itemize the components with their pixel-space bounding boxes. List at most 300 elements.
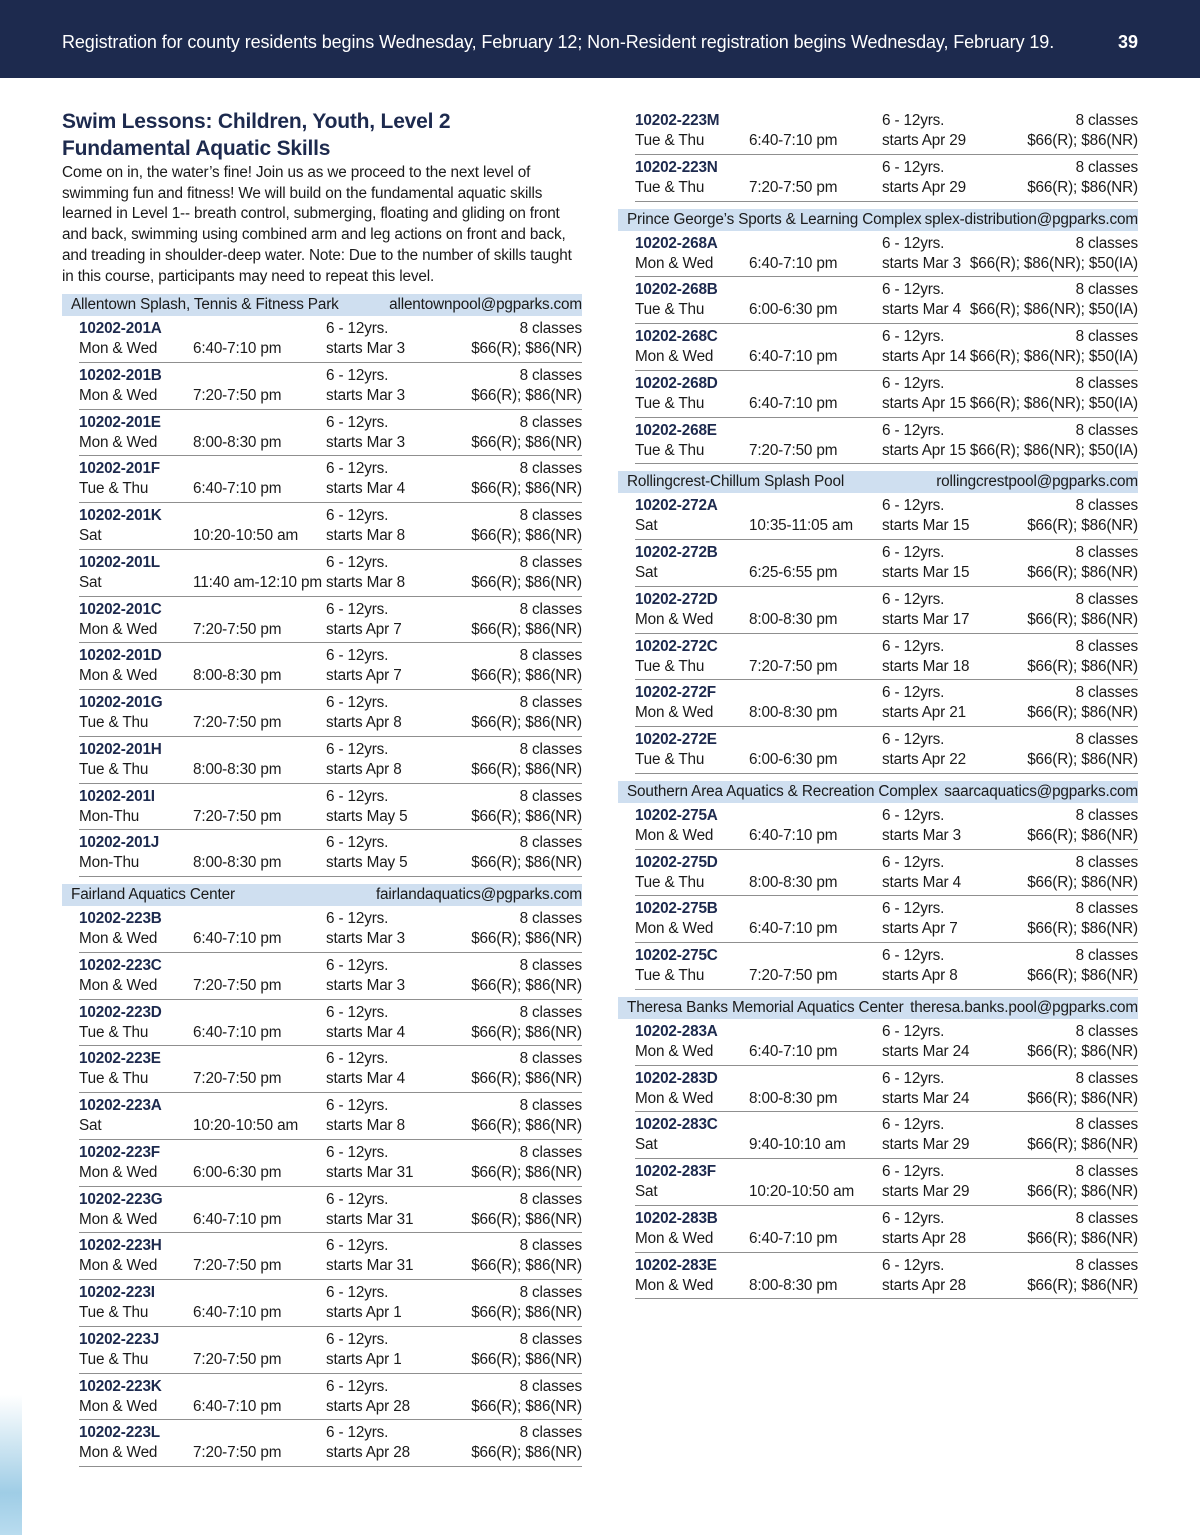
class-age-range: 6 - 12yrs. bbox=[882, 947, 945, 964]
class-time: 6:40-7:10 pm bbox=[749, 1042, 838, 1060]
class-age-range: 6 - 12yrs. bbox=[326, 787, 389, 805]
class-fee: $66(R); $86(NR) bbox=[1027, 517, 1138, 535]
class-row-10202-223j bbox=[79, 1327, 582, 1374]
venue-name: Southern Area Aquatics & Recreation Complex bbox=[627, 782, 938, 800]
class-row-10202-268b bbox=[635, 277, 1138, 324]
class-row-10202-201c bbox=[79, 597, 582, 644]
venue-name: Theresa Banks Memorial Aquatics Center bbox=[627, 998, 904, 1016]
class-time: 10:20-10:50 am bbox=[193, 1117, 299, 1135]
class-session-count: 8 classes bbox=[519, 1050, 582, 1068]
class-fee: $66(R); $86(NR) bbox=[471, 527, 582, 545]
class-start-date: starts May 5 bbox=[326, 854, 408, 872]
class-time: 7:20-7:50 pm bbox=[749, 178, 838, 196]
class-age-range: 6 - 12yrs. bbox=[326, 1424, 389, 1442]
class-code: 10202-272A bbox=[635, 497, 718, 515]
class-code: 10202-201H bbox=[79, 740, 162, 758]
class-age-range: 6 - 12yrs. bbox=[326, 1050, 389, 1068]
class-days: Tue & Thu bbox=[635, 873, 705, 891]
class-row-10202-223i bbox=[79, 1280, 582, 1327]
class-age-range: 6 - 12yrs. bbox=[882, 234, 945, 252]
class-code: 10202-223B bbox=[79, 910, 162, 928]
class-fee: $66(R); $86(NR) bbox=[471, 386, 582, 404]
class-session-count: 8 classes bbox=[1075, 1069, 1138, 1087]
class-session-count: 8 classes bbox=[519, 1284, 582, 1302]
class-age-range: 6 - 12yrs. bbox=[882, 112, 945, 129]
class-time: 6:40-7:10 pm bbox=[193, 340, 282, 358]
class-row-10202-223c bbox=[79, 953, 582, 1000]
class-time: 6:25-6:55 pm bbox=[749, 564, 838, 581]
class-days: Sat bbox=[79, 573, 102, 591]
class-session-count: 8 classes bbox=[519, 1190, 582, 1208]
section-description: Come on in, the water’s fine! Join us as we proceed to the next level of swimming fun and fitness! We will build on the fundamental aquatic skills learned in Level 1-- breath control, submerging, floating and gliding on front and back, swimming using combined arm and leg actions on front and back, and treading in shoulder-deep water. Note: Due to the number of skills taught in this course, participants may need to repeat this level. bbox=[62, 164, 572, 285]
section-title bbox=[62, 108, 582, 162]
class-age-range: 6 - 12yrs. bbox=[326, 910, 389, 928]
venue-email-link[interactable]: rollingcrestpool@pgparks.com bbox=[936, 473, 1138, 491]
class-start-date: starts Mar 4 bbox=[882, 301, 961, 319]
class-session-count: 8 classes bbox=[519, 834, 582, 852]
class-fee: $66(R); $86(NR) bbox=[471, 1444, 582, 1462]
class-time: 6:40-7:10 pm bbox=[749, 1229, 838, 1247]
class-start-date: starts Mar 3 bbox=[326, 340, 405, 358]
class-age-range: 6 - 12yrs. bbox=[326, 694, 389, 712]
class-start-date: starts Mar 8 bbox=[326, 527, 405, 545]
class-row-10202-201g bbox=[79, 690, 582, 737]
class-age-range: 6 - 12yrs. bbox=[882, 158, 945, 176]
class-code: 10202-201J bbox=[79, 834, 160, 852]
class-age-range: 6 - 12yrs. bbox=[326, 1097, 389, 1115]
class-code: 10202-223J bbox=[79, 1330, 160, 1348]
class-row-10202-275d bbox=[635, 850, 1138, 897]
class-row-10202-201f bbox=[79, 456, 582, 503]
class-start-date: starts Apr 28 bbox=[326, 1397, 410, 1415]
class-row-10202-201l bbox=[79, 550, 582, 597]
class-fee: $66(R); $86(NR) bbox=[1027, 564, 1138, 581]
class-days: Mon-Thu bbox=[79, 854, 140, 872]
class-start-date: starts Mar 4 bbox=[326, 1023, 405, 1041]
class-days: Mon & Wed bbox=[635, 254, 714, 272]
class-session-count: 8 classes bbox=[519, 1377, 582, 1395]
class-start-date: starts May 5 bbox=[326, 807, 408, 825]
class-start-date: starts Apr 1 bbox=[326, 1350, 402, 1368]
class-fee: $66(R); $86(NR) bbox=[471, 1350, 582, 1368]
class-start-date: starts Mar 31 bbox=[326, 1163, 414, 1181]
class-start-date: starts Mar 31 bbox=[326, 1210, 414, 1228]
class-days: Sat bbox=[635, 1136, 658, 1154]
class-fee: $66(R); $86(NR) bbox=[1027, 1276, 1138, 1294]
class-row-10202-223h bbox=[79, 1233, 582, 1280]
class-age-range: 6 - 12yrs. bbox=[326, 1003, 389, 1021]
class-fee: $66(R); $86(NR) bbox=[471, 1117, 582, 1135]
class-start-date: starts Apr 7 bbox=[326, 620, 402, 638]
class-code: 10202-223K bbox=[79, 1377, 162, 1395]
class-days: Mon & Wed bbox=[79, 340, 158, 358]
class-fee: $66(R); $86(NR) bbox=[1027, 751, 1138, 768]
class-row-10202-272a bbox=[635, 493, 1138, 540]
class-age-range: 6 - 12yrs. bbox=[326, 553, 389, 571]
class-age-range: 6 - 12yrs. bbox=[882, 731, 945, 748]
class-time: 8:00-8:30 pm bbox=[193, 433, 282, 451]
registration-banner bbox=[0, 0, 1200, 78]
class-start-date: starts Apr 28 bbox=[882, 1229, 966, 1247]
class-start-date: starts Mar 3 bbox=[882, 254, 961, 272]
class-fee: $66(R); $86(NR) bbox=[471, 1304, 582, 1322]
class-days: Mon & Wed bbox=[79, 620, 158, 638]
class-days: Tue & Thu bbox=[635, 657, 705, 675]
class-time: 7:20-7:50 pm bbox=[193, 620, 282, 638]
class-start-date: starts Apr 22 bbox=[882, 751, 966, 768]
class-row-10202-201i bbox=[79, 784, 582, 831]
class-days: Mon & Wed bbox=[79, 1257, 158, 1275]
class-time: 8:00-8:30 pm bbox=[749, 873, 838, 891]
venue-email-link[interactable]: saarcaquatics@pgparks.com bbox=[944, 782, 1138, 800]
class-session-count: 8 classes bbox=[1075, 374, 1138, 392]
class-age-range: 6 - 12yrs. bbox=[326, 507, 389, 525]
class-start-date: starts Mar 3 bbox=[326, 930, 405, 948]
class-time: 7:20-7:50 pm bbox=[193, 1257, 282, 1275]
class-age-range: 6 - 12yrs. bbox=[326, 647, 389, 665]
class-row-10202-283a bbox=[635, 1019, 1138, 1066]
class-fee: $66(R); $86(NR) bbox=[471, 807, 582, 825]
class-code: 10202-201G bbox=[79, 694, 163, 712]
class-time: 7:20-7:50 pm bbox=[749, 967, 838, 984]
class-row-10202-272e bbox=[635, 727, 1138, 774]
class-row-10202-223k bbox=[79, 1374, 582, 1421]
class-fee: $66(R); $86(NR) bbox=[471, 760, 582, 778]
class-time: 6:40-7:10 pm bbox=[193, 1210, 282, 1228]
class-time: 6:40-7:10 pm bbox=[193, 1304, 282, 1322]
class-session-count: 8 classes bbox=[519, 553, 582, 571]
class-start-date: starts Apr 29 bbox=[882, 132, 966, 149]
class-start-date: starts Mar 29 bbox=[882, 1136, 970, 1154]
class-code: 10202-275B bbox=[635, 900, 718, 918]
class-time: 11:40 am-12:10 pm bbox=[193, 573, 322, 591]
class-age-range: 6 - 12yrs. bbox=[882, 900, 945, 918]
class-age-range: 6 - 12yrs. bbox=[882, 497, 945, 515]
class-fee: $66(R); $86(NR) bbox=[1027, 920, 1138, 938]
class-age-range: 6 - 12yrs. bbox=[326, 366, 389, 384]
class-age-range: 6 - 12yrs. bbox=[882, 281, 945, 299]
class-days: Mon & Wed bbox=[79, 1444, 158, 1462]
class-fee: $66(R); $86(NR) bbox=[1027, 1042, 1138, 1060]
class-age-range: 6 - 12yrs. bbox=[882, 328, 945, 345]
class-session-count: 8 classes bbox=[1075, 900, 1138, 918]
class-days: Mon & Wed bbox=[635, 1229, 714, 1247]
class-fee: $66(R); $86(NR) bbox=[471, 1257, 582, 1275]
class-age-range: 6 - 12yrs. bbox=[882, 684, 945, 702]
class-row-10202-223g bbox=[79, 1187, 582, 1234]
class-code: 10202-268D bbox=[635, 374, 718, 392]
class-fee: $66(R); $86(NR) bbox=[471, 1210, 582, 1228]
class-fee: $66(R); $86(NR); $50(IA) bbox=[969, 394, 1138, 412]
class-row-10202-268e bbox=[635, 418, 1138, 465]
class-row-10202-201e bbox=[79, 410, 582, 457]
venue-header-theresa-banks-memorial-aquatics-center bbox=[618, 997, 1138, 1019]
class-code: 10202-283C bbox=[635, 1116, 718, 1134]
class-age-range: 6 - 12yrs. bbox=[882, 806, 945, 824]
class-fee: $66(R); $86(NR) bbox=[1027, 1229, 1138, 1247]
class-age-range: 6 - 12yrs. bbox=[326, 740, 389, 758]
class-start-date: starts Mar 3 bbox=[326, 386, 405, 404]
class-start-date: starts Apr 15 bbox=[882, 441, 966, 459]
class-time: 6:40-7:10 pm bbox=[193, 1397, 282, 1415]
left-venue-groups bbox=[62, 294, 582, 1467]
class-row-10202-268c bbox=[635, 324, 1138, 371]
class-age-range: 6 - 12yrs. bbox=[882, 1209, 945, 1227]
class-start-date: starts Mar 3 bbox=[326, 433, 405, 451]
class-session-count: 8 classes bbox=[1075, 731, 1138, 748]
class-session-count: 8 classes bbox=[519, 1330, 582, 1348]
class-fee: $66(R); $86(NR) bbox=[1027, 132, 1138, 149]
class-session-count: 8 classes bbox=[519, 600, 582, 618]
class-code: 10202-201C bbox=[79, 600, 162, 618]
class-session-count: 8 classes bbox=[1075, 947, 1138, 964]
class-days: Sat bbox=[635, 1183, 658, 1200]
class-row-10202-201d bbox=[79, 643, 582, 690]
class-age-range: 6 - 12yrs. bbox=[882, 853, 945, 871]
class-code: 10202-272C bbox=[635, 637, 718, 655]
class-start-date: starts Apr 14 bbox=[882, 348, 966, 365]
class-row-10202-283c bbox=[635, 1112, 1138, 1159]
class-start-date: starts Apr 1 bbox=[326, 1304, 402, 1322]
class-time: 7:20-7:50 pm bbox=[193, 1444, 282, 1462]
class-start-date: starts Apr 28 bbox=[882, 1276, 966, 1294]
venue-header-southern-area-aquatics-recreation-complex bbox=[618, 781, 1138, 803]
class-row-10202-201j bbox=[79, 830, 582, 877]
class-age-range: 6 - 12yrs. bbox=[882, 374, 945, 392]
venue-email-link[interactable]: theresa.banks.pool@pgparks.com bbox=[910, 998, 1138, 1016]
class-fee: $66(R); $86(NR) bbox=[1027, 657, 1138, 675]
class-start-date: starts Mar 24 bbox=[882, 1042, 970, 1060]
class-code: 10202-201B bbox=[79, 366, 162, 384]
class-code: 10202-201I bbox=[79, 787, 155, 805]
class-start-date: starts Mar 29 bbox=[882, 1183, 970, 1200]
class-fee: $66(R); $86(NR) bbox=[471, 1070, 582, 1088]
class-code: 10202-223A bbox=[79, 1097, 162, 1115]
class-days: Mon & Wed bbox=[79, 1163, 158, 1181]
right-venue-groups bbox=[618, 108, 1138, 1299]
class-fee: $66(R); $86(NR) bbox=[1027, 704, 1138, 722]
class-code: 10202-223L bbox=[79, 1424, 160, 1442]
class-session-count: 8 classes bbox=[1075, 544, 1138, 561]
class-age-range: 6 - 12yrs. bbox=[326, 413, 389, 431]
right-column bbox=[618, 108, 1138, 1299]
class-days: Mon & Wed bbox=[79, 976, 158, 994]
class-code: 10202-201A bbox=[79, 320, 162, 338]
class-age-range: 6 - 12yrs. bbox=[326, 834, 389, 852]
class-fee: $66(R); $86(NR) bbox=[471, 930, 582, 948]
class-time: 8:00-8:30 pm bbox=[193, 667, 282, 685]
left-column bbox=[62, 108, 582, 1467]
class-session-count: 8 classes bbox=[1075, 806, 1138, 824]
class-row-10202-223n bbox=[635, 155, 1138, 202]
class-fee: $66(R); $86(NR) bbox=[471, 433, 582, 451]
venue-email-link[interactable]: splex-distribution@pgparks.com bbox=[924, 210, 1138, 228]
class-code: 10202-201K bbox=[79, 507, 162, 525]
class-code: 10202-268B bbox=[635, 281, 718, 299]
class-start-date: starts Mar 8 bbox=[326, 573, 405, 591]
class-time: 7:20-7:50 pm bbox=[193, 807, 282, 825]
class-row-10202-223l bbox=[79, 1420, 582, 1467]
class-fee: $66(R); $86(NR) bbox=[471, 340, 582, 358]
class-code: 10202-283D bbox=[635, 1069, 718, 1087]
class-code: 10202-223F bbox=[79, 1143, 160, 1161]
class-fee: $66(R); $86(NR) bbox=[471, 854, 582, 872]
class-code: 10202-268E bbox=[635, 421, 717, 439]
class-start-date: starts Mar 24 bbox=[882, 1089, 970, 1107]
class-time: 7:20-7:50 pm bbox=[749, 657, 838, 675]
class-row-10202-275a bbox=[635, 803, 1138, 850]
class-days: Tue & Thu bbox=[79, 714, 149, 732]
class-row-10202-283d bbox=[635, 1066, 1138, 1113]
class-age-range: 6 - 12yrs. bbox=[882, 544, 945, 561]
class-code: 10202-223I bbox=[79, 1284, 155, 1302]
class-time: 7:20-7:50 pm bbox=[193, 976, 282, 994]
class-days: Mon & Wed bbox=[635, 826, 714, 844]
venue-name: Rollingcrest-Chillum Splash Pool bbox=[627, 473, 845, 491]
class-days: Tue & Thu bbox=[635, 394, 705, 412]
class-age-range: 6 - 12yrs. bbox=[882, 590, 945, 608]
class-time: 10:20-10:50 am bbox=[193, 527, 299, 545]
class-code: 10202-272D bbox=[635, 590, 718, 608]
class-age-range: 6 - 12yrs. bbox=[326, 1143, 389, 1161]
class-start-date: starts Apr 8 bbox=[326, 714, 402, 732]
class-row-10202-272d bbox=[635, 587, 1138, 634]
class-code: 10202-223E bbox=[79, 1050, 161, 1068]
class-time: 8:00-8:30 pm bbox=[193, 854, 282, 872]
class-days: Tue & Thu bbox=[79, 1070, 149, 1088]
class-start-date: starts Mar 4 bbox=[326, 480, 405, 498]
class-session-count: 8 classes bbox=[519, 787, 582, 805]
class-code: 10202-223M bbox=[635, 112, 720, 129]
class-row-10202-275b bbox=[635, 896, 1138, 943]
class-session-count: 8 classes bbox=[1075, 328, 1138, 345]
class-days: Tue & Thu bbox=[635, 751, 705, 768]
class-session-count: 8 classes bbox=[1075, 853, 1138, 871]
class-time: 9:40-10:10 am bbox=[749, 1136, 846, 1154]
class-days: Mon & Wed bbox=[635, 1089, 714, 1107]
class-session-count: 8 classes bbox=[1075, 637, 1138, 655]
class-session-count: 8 classes bbox=[519, 1097, 582, 1115]
class-row-10202-283e bbox=[635, 1253, 1138, 1300]
class-code: 10202-268A bbox=[635, 234, 718, 252]
class-row-10202-272c bbox=[635, 634, 1138, 681]
class-time: 6:40-7:10 pm bbox=[749, 254, 838, 272]
class-start-date: starts Mar 4 bbox=[882, 873, 961, 891]
class-time: 6:40-7:10 pm bbox=[749, 920, 838, 938]
class-start-date: starts Apr 8 bbox=[882, 967, 958, 984]
class-row-10202-201a bbox=[79, 316, 582, 363]
class-session-count: 8 classes bbox=[1075, 590, 1138, 608]
class-code: 10202-223C bbox=[79, 956, 162, 974]
class-days: Mon & Wed bbox=[635, 1042, 714, 1060]
class-fee: $66(R); $86(NR) bbox=[1027, 1089, 1138, 1107]
class-time: 6:40-7:10 pm bbox=[193, 1023, 282, 1041]
class-row-10202-283b bbox=[635, 1206, 1138, 1253]
class-days: Mon & Wed bbox=[79, 667, 158, 685]
class-fee: $66(R); $86(NR) bbox=[1027, 967, 1138, 984]
class-fee: $66(R); $86(NR); $50(IA) bbox=[969, 348, 1138, 365]
class-time: 6:00-6:30 pm bbox=[749, 301, 838, 319]
class-age-range: 6 - 12yrs. bbox=[326, 1330, 389, 1348]
class-start-date: starts Apr 29 bbox=[882, 178, 966, 196]
class-session-count: 8 classes bbox=[1075, 497, 1138, 515]
class-age-range: 6 - 12yrs. bbox=[326, 1237, 389, 1255]
class-days: Mon & Wed bbox=[635, 1276, 714, 1294]
venue-header-allentown-splash-tennis-fitness-park bbox=[62, 294, 582, 316]
class-days: Mon-Thu bbox=[79, 807, 140, 825]
class-start-date: starts Apr 28 bbox=[326, 1444, 410, 1462]
class-age-range: 6 - 12yrs. bbox=[882, 1022, 945, 1040]
class-time: 10:20-10:50 am bbox=[749, 1183, 855, 1200]
class-code: 10202-275A bbox=[635, 806, 718, 824]
class-days: Tue & Thu bbox=[79, 480, 149, 498]
class-time: 6:40-7:10 pm bbox=[749, 132, 838, 149]
section-title-line-2: Fundamental Aquatic Skills bbox=[62, 137, 331, 160]
class-days: Tue & Thu bbox=[635, 132, 705, 149]
class-days: Tue & Thu bbox=[79, 1023, 149, 1041]
class-time: 7:20-7:50 pm bbox=[193, 1070, 282, 1088]
class-time: 8:00-8:30 pm bbox=[193, 760, 282, 778]
class-fee: $66(R); $86(NR); $50(IA) bbox=[969, 441, 1138, 459]
class-start-date: starts Mar 31 bbox=[326, 1257, 414, 1275]
page-number: 39 bbox=[1117, 32, 1138, 52]
class-age-range: 6 - 12yrs. bbox=[326, 956, 389, 974]
class-row-10202-201h bbox=[79, 737, 582, 784]
class-row-10202-223e bbox=[79, 1046, 582, 1093]
class-time: 8:00-8:30 pm bbox=[749, 704, 838, 722]
class-start-date: starts Apr 21 bbox=[882, 704, 966, 722]
class-days: Mon & Wed bbox=[79, 1397, 158, 1415]
class-code: 10202-201L bbox=[79, 553, 160, 571]
class-start-date: starts Mar 3 bbox=[882, 826, 961, 844]
class-session-count: 8 classes bbox=[519, 956, 582, 974]
class-age-range: 6 - 12yrs. bbox=[326, 600, 389, 618]
class-start-date: starts Apr 7 bbox=[326, 667, 402, 685]
class-time: 8:00-8:30 pm bbox=[749, 1089, 838, 1107]
class-session-count: 8 classes bbox=[1075, 1116, 1138, 1134]
class-code: 10202-275C bbox=[635, 947, 718, 964]
class-fee: $66(R); $86(NR) bbox=[471, 1163, 582, 1181]
class-start-date: starts Apr 15 bbox=[882, 394, 966, 412]
class-session-count: 8 classes bbox=[1075, 421, 1138, 439]
class-days: Mon & Wed bbox=[635, 920, 714, 938]
class-code: 10202-268C bbox=[635, 328, 718, 345]
registration-notice: Registration for county residents begins Wednesday, February 12; Non-Resident registration begins Wednesday, February 19. bbox=[62, 32, 1055, 52]
class-code: 10202-272B bbox=[635, 544, 718, 561]
class-days: Mon & Wed bbox=[79, 1210, 158, 1228]
class-start-date: starts Apr 8 bbox=[326, 760, 402, 778]
venue-name: Fairland Aquatics Center bbox=[71, 886, 235, 904]
class-start-date: starts Mar 17 bbox=[882, 610, 970, 628]
class-fee: $66(R); $86(NR); $50(IA) bbox=[969, 301, 1138, 319]
class-session-count: 8 classes bbox=[1075, 1256, 1138, 1274]
class-code: 10202-272F bbox=[635, 684, 716, 702]
section-title-line-1: Swim Lessons: Children, Youth, Level 2 bbox=[62, 110, 451, 133]
class-fee: $66(R); $86(NR) bbox=[471, 573, 582, 591]
class-code: 10202-201E bbox=[79, 413, 161, 431]
class-fee: $66(R); $86(NR) bbox=[471, 1397, 582, 1415]
class-age-range: 6 - 12yrs. bbox=[326, 1284, 389, 1302]
class-session-count: 8 classes bbox=[519, 1143, 582, 1161]
class-time: 6:40-7:10 pm bbox=[749, 394, 838, 412]
class-time: 7:20-7:50 pm bbox=[749, 441, 838, 459]
venue-email-link[interactable]: fairlandaquatics@pgparks.com bbox=[375, 886, 582, 904]
class-fee: $66(R); $86(NR); $50(IA) bbox=[969, 254, 1138, 272]
venue-email-link[interactable]: allentownpool@pgparks.com bbox=[389, 296, 582, 314]
class-age-range: 6 - 12yrs. bbox=[326, 320, 389, 338]
class-session-count: 8 classes bbox=[1075, 234, 1138, 252]
class-code: 10202-223H bbox=[79, 1237, 162, 1255]
